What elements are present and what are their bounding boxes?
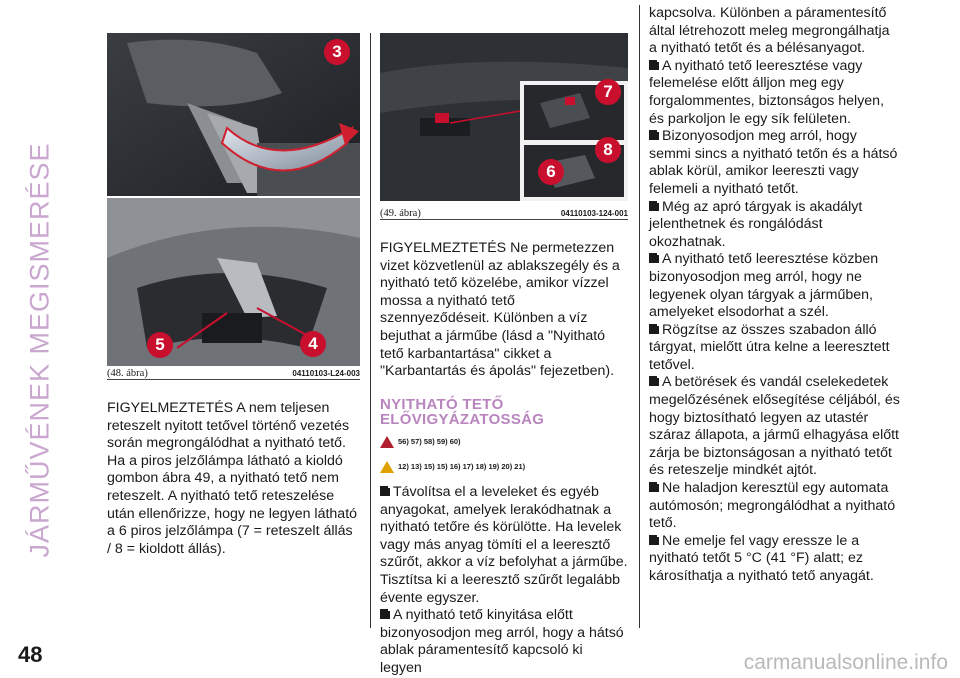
figure-49-caption xyxy=(380,208,628,220)
column-divider-1 xyxy=(370,33,371,628)
caution-refs-row xyxy=(380,458,628,476)
bullet-9-text: Ne haladjon keresztül egy automata autómosón; megrongálódhat a nyitható tető. xyxy=(649,480,896,532)
watermark: carmanualsonline.info xyxy=(743,651,948,674)
bullet-5-text: Még az apró tárgyak is akadályt jelenthetnek és rongálódást okozhatnak. xyxy=(649,198,863,250)
bullet-3-text: A nyitható tető leeresztése vagy felemelése előtt álljon meg egy forgalommentes, biztonságos helyen, és parkoljon le egy sík felületen. xyxy=(649,57,885,127)
marker-6: 6 xyxy=(538,159,564,185)
figure-48-code: 04110103-L24-003 xyxy=(292,369,360,378)
section-title-line-2: ELŐVIGYÁZATOSSÁG xyxy=(380,410,545,428)
warning-triangle-icon xyxy=(380,436,394,448)
marker-3: 3 xyxy=(324,39,350,65)
warning-paragraph-1: FIGYELMEZTETÉS A nem teljesen reteszelt nyitott tetővel történő vezetés során megrongálódhat a nyitható tető. Ha a piros jelzőlámpa látható a kioldó gombon ábra 49, a nyitható tető nem reteszelt. A nyitható tető reteszelése után ellenőrizze, hogy ne legyen látható a 6 piros jelzőlámpa (7 = reteszelt állás / 8 = kioldott állás). xyxy=(107,400,358,557)
bullet-icon xyxy=(380,486,390,496)
marker-8: 8 xyxy=(595,137,621,163)
column-1 xyxy=(107,400,359,558)
caution-triangle-icon xyxy=(380,461,394,473)
page-number: 48 xyxy=(18,642,43,667)
bullet-1-text: Távolítsa el a leveleket és egyéb anyagokat, amelyek lerakódhatnak a nyitható tetőre és körülötte. Ha levelek vagy más anyag tömíti el a leeresztő szűrőt, akkor a víz befolyhat a járműbe. Tisztítsa ki a leeresztő szűrőt legalább évente egyszer. xyxy=(380,483,628,606)
bullet-icon xyxy=(380,609,390,619)
bullet-7 xyxy=(649,322,901,375)
bullet-3 xyxy=(649,58,901,128)
column-3 xyxy=(649,5,901,586)
figure-49-code: 04110103-124-001 xyxy=(560,209,628,218)
figure-48-label: (48. ábra) xyxy=(107,368,148,379)
figure-48-caption xyxy=(107,368,360,380)
bullet-6-text: A nyitható tető leeresztése közben bizonyosodjon meg arról, hogy ne legyenek olyan tárgyak a járműben, amelyeket elsodorhat a szél. xyxy=(649,251,879,321)
figure-49-photo xyxy=(380,33,628,201)
bullet-8-text: A betörések és vandál cselekedetek megelőzésének elősegítése céljából, és hogy biztosítható legyen az utastér száraz állapota, a jármű elhagyása előtt zárja be biztonságosan a nyitható tetőt és reteszelje mindkét ajtót. xyxy=(649,374,900,479)
bullet-4-text: Bizonyosodjon meg arról, hogy semmi sincs a nyitható tetőn és a hátsó ablak körül, amikor leereszti vagy felemeli a nyitható tetőt. xyxy=(649,128,898,197)
bullet-icon xyxy=(649,482,659,492)
figure-48-top-photo xyxy=(107,33,360,196)
bullet-icon xyxy=(649,201,659,211)
warning-paragraph-2: FIGYELMEZTETÉS Ne permetezzen vizet közvetlenül az ablakszegély és a nyitható tető közelébe, amikor vízzel mossa a nyitható tető szennyeződéseit. Különben a víz bejuthat a járműbe (lásd a "Nyitható tető karbantartása" cikket a "Karbantartás és ápolás" fejezetben). xyxy=(380,240,620,380)
bullet-1 xyxy=(380,484,628,607)
warning-refs: 56) 57) 58) 59) 60) xyxy=(398,436,461,446)
bullet-2 xyxy=(380,607,628,677)
warning-refs-row xyxy=(380,433,628,451)
column-2 xyxy=(380,240,628,677)
bullet-6 xyxy=(649,251,901,321)
caution-refs: 12) 13) 15) 15) 16) 17) 18) 19) 20) 21) xyxy=(398,462,526,472)
chapter-side-title: JÁRMŰVÉNEK MEGISMERÉSE xyxy=(24,142,55,558)
continued-paragraph: kapcsolva. Különben a páramentesítő által létrehozott meleg megrongálhatja a nyitható tetőt és a bélésanyagot. xyxy=(649,5,890,57)
bullet-icon xyxy=(649,130,659,140)
bullet-7-text: Rögzítse az összes szabadon álló tárgyat, mielőtt útra kelne a leeresztett tetővel. xyxy=(649,321,890,373)
bullet-2-text: A nyitható tető kinyitása előtt bizonyosodjon meg arról, hogy a hátsó ablak páramentesítő kapcsoló ki legyen xyxy=(380,607,624,676)
marker-4: 4 xyxy=(300,331,326,357)
bullet-9 xyxy=(649,480,901,533)
section-title xyxy=(380,397,628,427)
bullet-icon xyxy=(649,253,659,263)
bullet-icon xyxy=(649,60,659,70)
bullet-icon xyxy=(649,376,659,386)
bullet-10-text: Ne emelje fel vagy eressze le a nyitható tetőt 5 °C (41 °F) alatt; ez károsíthatja a nyitható tető anyagát. xyxy=(649,532,874,584)
marker-7: 7 xyxy=(595,79,621,105)
bullet-5 xyxy=(649,199,901,252)
bullet-icon xyxy=(649,324,659,334)
bullet-8 xyxy=(649,374,901,480)
bullet-10 xyxy=(649,533,901,586)
section-title-line-1: NYITHATÓ TETŐ xyxy=(380,395,504,413)
figure-49-label: (49. ábra) xyxy=(380,208,421,219)
bullet-4 xyxy=(649,128,901,198)
figure-48-bottom-photo xyxy=(107,198,360,366)
column-divider-2 xyxy=(639,5,640,628)
bullet-icon xyxy=(649,535,659,545)
marker-5: 5 xyxy=(147,332,173,358)
